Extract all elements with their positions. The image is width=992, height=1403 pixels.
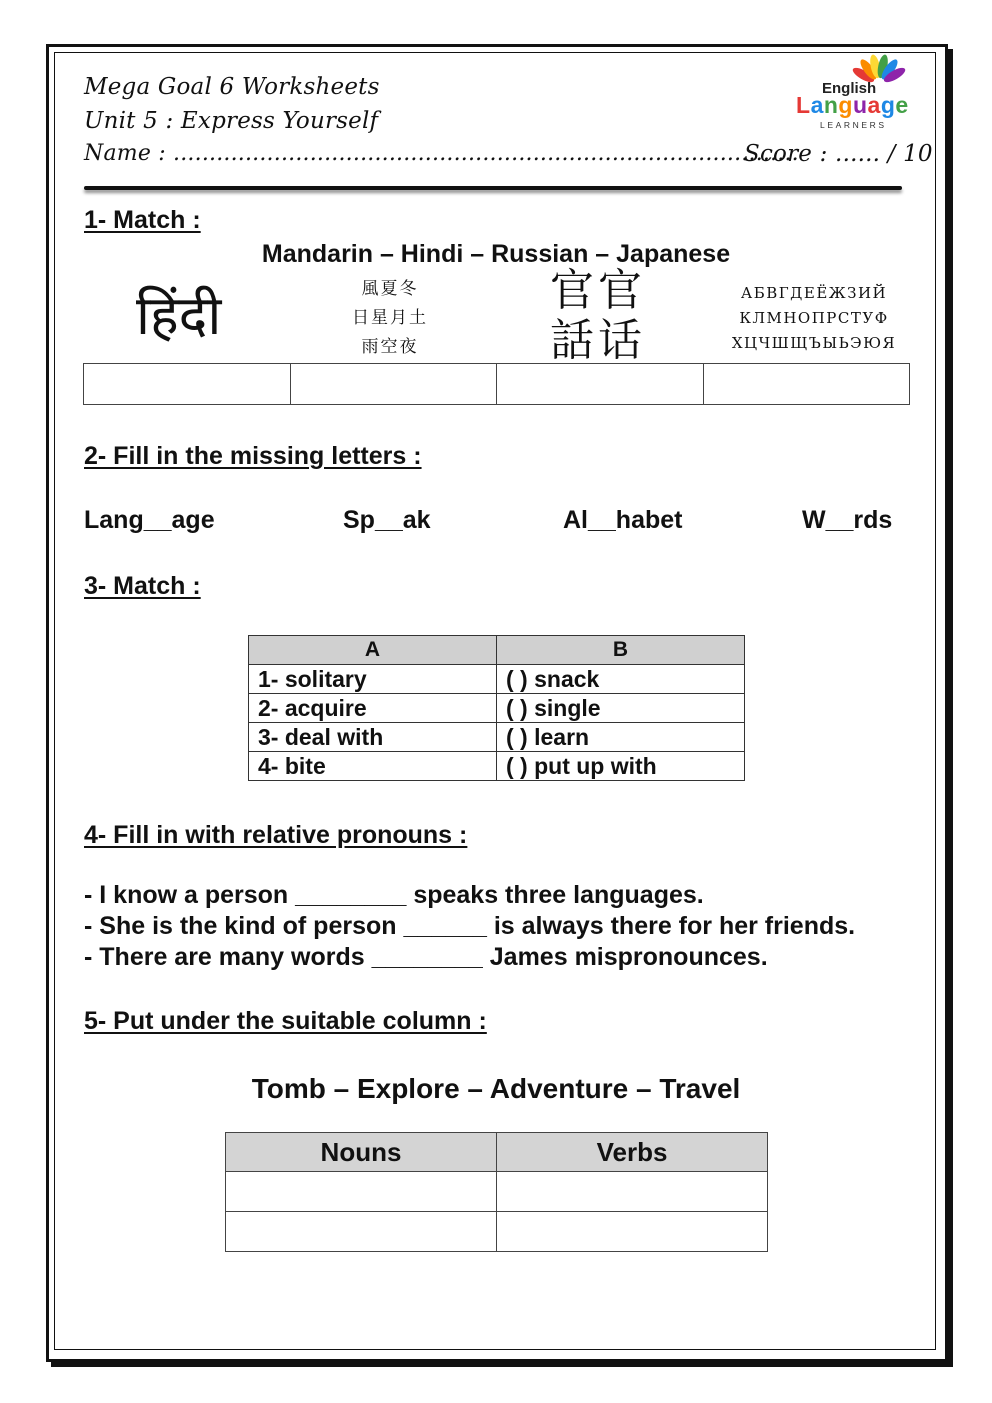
answer-box[interactable] — [497, 364, 704, 405]
definition-cell[interactable]: ( ) put up with — [497, 752, 745, 781]
mandarin-script — [550, 266, 650, 366]
term-cell: 3- deal with — [249, 723, 497, 752]
logo-letter: n — [823, 92, 839, 118]
pronoun-sentence: - I know a person ________ speaks three languages. — [84, 881, 704, 909]
word-list: Tomb – Explore – Adventure – Travel — [251, 1073, 741, 1104]
logo-letter: a — [867, 92, 881, 118]
column-a-header: A — [249, 636, 497, 665]
worksheet-title: Mega Goal 6 Worksheets — [84, 74, 380, 100]
missing-word: Sp__ak — [343, 506, 431, 534]
column-b-header: B — [497, 636, 745, 665]
section4-title: 4- Fill in with relative pronouns : — [84, 821, 468, 849]
table-row — [249, 723, 745, 752]
logo-line-learners: LEARNERS — [820, 120, 887, 130]
russian-line: ХЦЧШЩЪЫЬЭЮЯ — [731, 334, 897, 352]
noun-answer-cell[interactable] — [226, 1212, 497, 1252]
definition-cell[interactable]: ( ) single — [497, 694, 745, 723]
pronoun-sentence: - She is the kind of person ______ is always there for her friends. — [84, 912, 856, 940]
mandarin-line: 官官 — [550, 265, 646, 316]
term-cell: 1- solitary — [249, 665, 497, 694]
russian-line: АБВГДЕЁЖЗИЙ — [740, 284, 888, 302]
verb-answer-cell[interactable] — [497, 1172, 768, 1212]
table-row — [226, 1212, 768, 1252]
term-cell: 4- bite — [249, 752, 497, 781]
score-field: Score : ...... / 10 — [744, 141, 933, 167]
noun-answer-cell[interactable] — [226, 1172, 497, 1212]
section1-title: 1- Match : — [84, 206, 201, 234]
section3-title: 3- Match : — [84, 572, 201, 600]
table-row — [249, 694, 745, 723]
definition-cell[interactable]: ( ) learn — [497, 723, 745, 752]
section5-title: 5- Put under the suitable column : — [84, 1007, 487, 1035]
answer-box[interactable] — [84, 364, 291, 405]
header-divider — [84, 186, 902, 190]
nouns-verbs-table — [225, 1132, 768, 1252]
russian-script — [728, 281, 900, 356]
answer-box[interactable] — [703, 364, 910, 405]
unit-title: Unit 5 : Express Yourself — [84, 108, 379, 134]
answer-box[interactable] — [290, 364, 497, 405]
verbs-header: Verbs — [497, 1133, 768, 1172]
table-row — [249, 752, 745, 781]
logo-letter: L — [796, 92, 811, 118]
logo-letter: a — [810, 92, 824, 118]
missing-word: Lang__age — [84, 506, 215, 534]
section2-title: 2- Fill in the missing letters : — [84, 442, 422, 470]
japanese-line: 日星月土 — [352, 308, 428, 327]
match-answer-grid — [83, 363, 910, 405]
definition-cell[interactable]: ( ) snack — [497, 665, 745, 694]
japanese-script — [344, 274, 436, 361]
missing-word: Al__habet — [563, 506, 683, 534]
logo-letter: u — [852, 92, 868, 118]
logo-line-english: English — [822, 80, 877, 97]
japanese-line: 風夏冬 — [361, 279, 419, 298]
term-cell: 2- acquire — [249, 694, 497, 723]
english-language-learners-logo — [790, 54, 918, 130]
hindi-script: हिंदी — [136, 284, 222, 347]
pronoun-sentence: - There are many words ________ James mispronounces. — [84, 943, 768, 971]
name-field[interactable]: Name : ....................................................................................... — [84, 141, 799, 166]
language-options: Mandarin – Hindi – Russian – Japanese — [261, 240, 731, 268]
mandarin-line: 話话 — [550, 315, 646, 366]
nouns-header: Nouns — [226, 1133, 497, 1172]
logo-letter: g — [838, 92, 853, 118]
table-row — [249, 665, 745, 694]
russian-line: КЛМНОПРСТУФ — [739, 309, 889, 327]
missing-word: W__rds — [802, 506, 893, 534]
japanese-line: 雨空夜 — [361, 337, 419, 356]
table-row — [226, 1172, 768, 1212]
match-table — [248, 635, 745, 781]
logo-line-language — [796, 92, 909, 119]
logo-letter: e — [895, 92, 909, 118]
verb-answer-cell[interactable] — [497, 1212, 768, 1252]
logo-letter: g — [880, 92, 896, 118]
